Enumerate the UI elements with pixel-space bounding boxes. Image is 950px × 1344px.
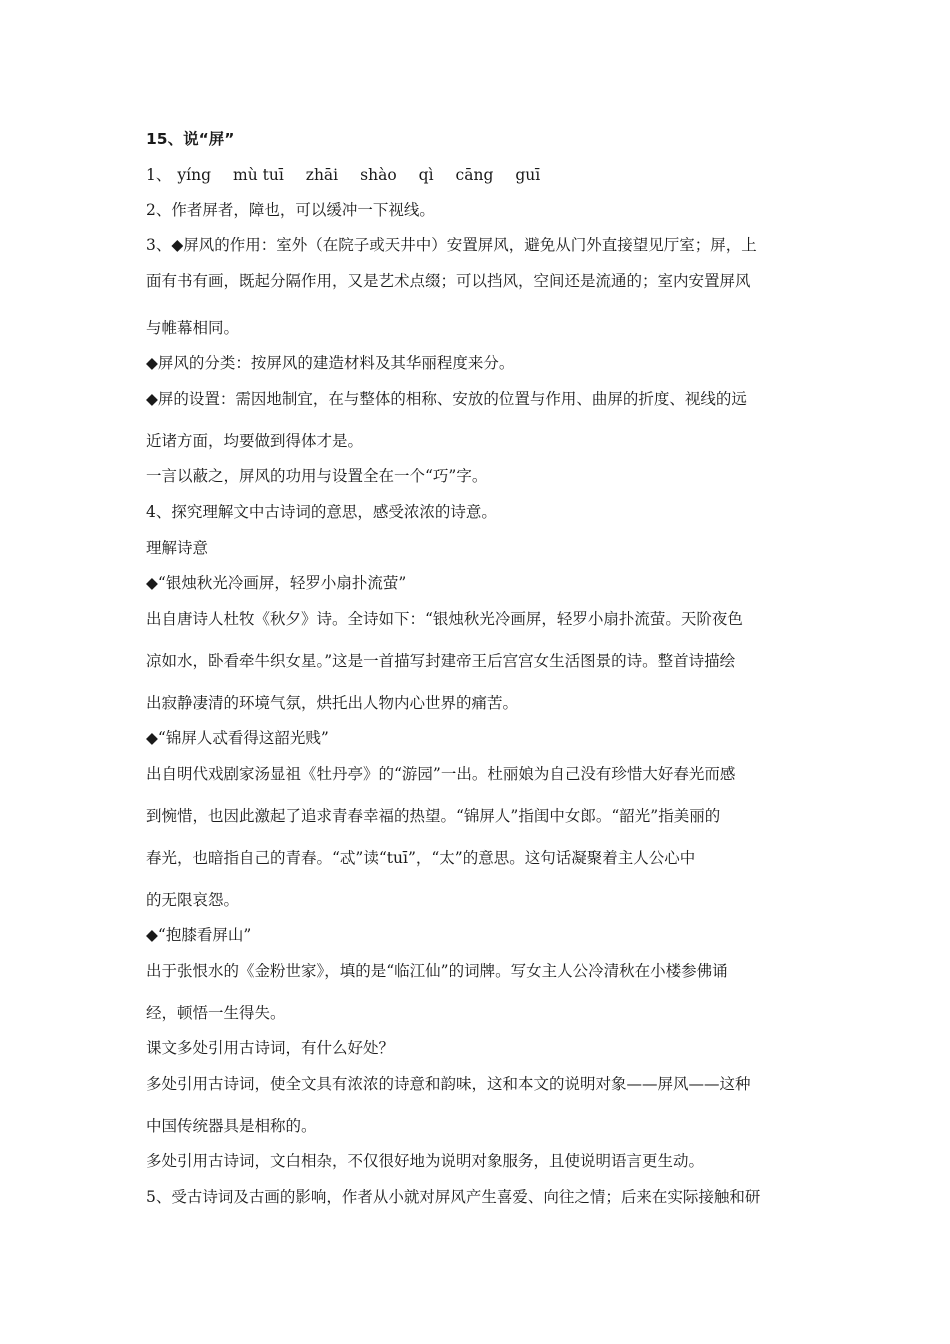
pinyin-prefix: 1、 <box>146 166 172 184</box>
text-line: 4、探究理解文中古诗词的意思，感受浓浓的诗意。 <box>146 503 497 521</box>
text-line: ◆“银烛秋光冷画屏，轻罗小扇扑流萤” <box>146 574 407 592</box>
text-line: ◆“抱膝看屏山” <box>146 926 252 944</box>
text-line: 与帷幕相同。 <box>146 319 240 337</box>
pinyin-item: mù tuī <box>233 166 284 184</box>
text-line: 出寂静凄清的环境气氛，烘托出人物内心世界的痛苦。 <box>146 694 519 712</box>
text-line: 出自明代戏剧家汤显祖《牡丹亭》的“游园”一出。杜丽娘为自己没有珍惜大好春光而感 <box>146 765 736 783</box>
text-line: 到惋惜，也因此激起了追求青春幸福的热望。“锦屏人”指闺中女郎。“韶光”指美丽的 <box>146 807 721 825</box>
text-line: 出于张恨水的《金粉世家》，填的是“临江仙”的词牌。写女主人公冷清秋在小楼参佛诵 <box>146 962 728 980</box>
text-line: 近诸方面，均要做到得体才是。 <box>146 432 364 450</box>
text-line: 多处引用古诗词，文白相杂，不仅很好地为说明对象服务，且使说明语言更生动。 <box>146 1152 705 1170</box>
text-line: 中国传统器具是相称的。 <box>146 1117 317 1135</box>
text-line: ◆“锦屏人忒看得这韶光贱” <box>146 729 329 747</box>
text-line: 多处引用古诗词，使全文具有浓浓的诗意和韵味，这和本文的说明对象——屏风——这种 <box>146 1075 751 1093</box>
text-line: 课文多处引用古诗词，有什么好处？ <box>146 1039 395 1057</box>
text-line: 2、作者屏者，障也，可以缓冲一下视线。 <box>146 201 435 219</box>
text-line: 出自唐诗人杜牧《秋夕》诗。全诗如下：“银烛秋光冷画屏，轻罗小扇扑流萤。天阶夜色 <box>146 610 743 628</box>
page-title: 15、说“屏” <box>146 130 235 148</box>
pinyin-item: zhāi <box>305 166 339 184</box>
text-line: 春光，也暗指自己的青春。“忒”读“tuī”，“太”的意思。这句话凝聚着主人公心中 <box>146 849 696 867</box>
text-line: 凉如水，卧看牵牛织女星。”这是一首描写封建帝王后宫宫女生活图景的诗。整首诗描绘 <box>146 652 736 670</box>
pinyin-item: cāng <box>455 166 494 184</box>
text-line: 一言以蔽之，屏风的功用与设置全在一个“巧”字。 <box>146 467 488 485</box>
pinyin-line <box>146 165 806 185</box>
text-line: 5、受古诗词及古画的影响，作者从小就对屏风产生喜爱、向往之情；后来在实际接触和研 <box>146 1188 761 1206</box>
pinyin-item: shào <box>360 166 397 184</box>
text-line: 面有书有画，既起分隔作用，又是艺术点缀；可以挡风，空间还是流通的；室内安置屏风 <box>146 272 751 290</box>
text-line: 理解诗意 <box>146 539 209 557</box>
pinyin-item: yíng <box>177 166 211 184</box>
text-line: 经，顿悟一生得失。 <box>146 1004 286 1022</box>
text-line: ◆屏的设置：需因地制宜，在与整体的相称、安放的位置与作用、曲屏的折度、视线的远 <box>146 390 747 408</box>
text-line: 的无限哀怨。 <box>146 891 240 909</box>
pinyin-item: guī <box>515 166 541 184</box>
pinyin-item: qì <box>418 166 434 184</box>
text-line: ◆屏风的分类：按屏风的建造材料及其华丽程度来分。 <box>146 354 515 372</box>
text-line: 3、◆屏风的作用：室外（在院子或天井中）安置屏风，避免从门外直接望见厅室；屏，上 <box>146 236 757 254</box>
